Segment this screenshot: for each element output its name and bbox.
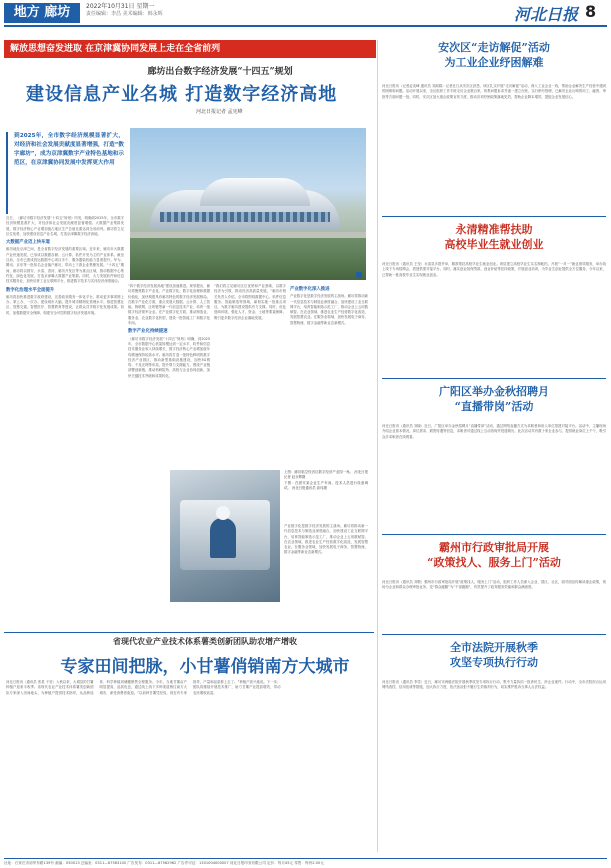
right-body-3: 河北日报讯（通讯员 刘晓）近日，广阳区举办金秋招聘月“直播带岗”活动，通过网络直播方式为求职者和用人单位搭建对接平台。活动中，主播现场介绍企业基本情况、岗位需求、薪资待遇等信息，求职者可通过线上互动咨询并投递简历。此次活动共有数十家企业参与，提供就业岗位上千个，吸引众多求职者在线观看。 (382, 424, 606, 439)
main-body-7: 廊坊将加快推进数字政府建设，完善政务服务一体化平台，推动更多事项网上办、掌上办、一次办。建设城市大脑，提升城市精细化管理水平。推进智慧社区、智慧交通、智慧医疗、智慧教育等建设，让群众共享数字化发展成果。同时，加强数据安全保障，构建安全可控的数字经济发展环境。 (6, 294, 124, 315)
bottom-kicker: 省现代农业产业技术体系薯类创新团队助农增产增收 (113, 637, 297, 646)
main-column-4 (290, 284, 368, 468)
right-body-2: 河北日报讯（通讯员 王莹）永清县多措并举，精准帮扶高校毕业生就业创业。该县建立高校毕业生实名制帐档，开展“一对一”就业指导服务，举办线上线下专场招聘会，搭建供需对接平台。同时，落实创业担保贷款、创业补贴等扶持政策，开展创业培训，为毕业生创业提供全方位服务。今年以来，已帮助一批高校毕业生实现就业创业。 (382, 262, 606, 277)
bottom-body: 河北日报讯（通讯员 张星 于莹）入秋以来，大城县的甘薯种植户迎来丰收季。省现代农业产业技术体系薯类创新团队专家深入田间地头，为种植户提供技术指导，从品种选育、科学种植到储藏销售全程服务。今年，当地甘薯亩产明显提高，品质优良，通过线上线下多种渠道销往南方大城市，深受消费者欢迎。“以前种甘薯凭经验，现在有专家指导，产量和品质都上去了。”种植户高兴地说。下一步，团队将继续开展技术推广，助力甘薯产业提质增效，带动农民增收致富。 (6, 680, 281, 695)
industrial-park-photo (130, 128, 366, 280)
main-body-1: 近日，《廊坊市数字经济发展“十四五”规划》印发，明确到2025年，全市数字经济规模显著扩大，对经济和社会发展贡献度显著增强。大数据产业集群发展，数字经济核心产业增加值占地区生产总值比重达到全省前列。廊坊将立足区位优势，加快建设信息产业名城，打造京津冀数字经济高地。 (6, 216, 124, 236)
worker-head-shape (216, 506, 230, 520)
right-body-1: 河北日报讯（记者孟宪峰 通讯员 刘淑娟）记者近日从安次区获悉，该区扎实开展“走访解促”活动，深入工业企业一线，帮助企业解决生产经营中遇到的困难和问题。活动开展以来，全区组织工作专班走访企业数百家，收集问题诉求并逐一建立台账，实行销号管理，已解决企业反映的用工、融资、审批等方面问题一批。同时，安次区加大惠企政策宣传力度，推动各项纾困政策落地见效，帮助企业降本增效，提振企业发展信心。 (382, 84, 606, 99)
campaign-banner: 解放思想奋发进取 在京津冀协同发展上走在全省前列 (4, 40, 376, 58)
main-column-1 (6, 216, 124, 628)
photo-caption: 上图：廊坊临空经济区数字经济产业园一角。 河北日报记者 赵永辉摄 下图：在固安某企业生产车间，技术人员进行设备调试。 河北日报通讯员 高玮摄 (284, 470, 368, 490)
main-body-5: “我们将立足廊坊区位优势和产业基础，以数字经济为引领，推动经济高质量发展。”廊坊市相关负责人介绍，全市将围绕数据中心、软件信息服务、智能制造等领域，谋划实施一批重点项目，为数字廊坊建设提供有力支撑。同时，优化营商环境，强化人才、资金、土地等要素保障，吸引更多数字经济企业落地发展。 (214, 284, 286, 320)
newspaper-logo: 河北日报 (514, 5, 579, 24)
right-headline-1: 安次区“走访解促”活动 为工业企业纾困解难 (438, 41, 550, 69)
right-divider-1 (382, 216, 606, 217)
photo-marker-icon (356, 272, 362, 278)
workshop-photo (170, 470, 280, 602)
building-dome-shape (200, 178, 310, 206)
column-divider (377, 40, 378, 852)
page-number: 8 (585, 2, 597, 21)
main-subhead-3: 产业数字化深入推进 (290, 287, 330, 292)
right-headline-2: 永清精准帮扶助 高校毕业生就业创业 (444, 223, 544, 251)
lead-text: 到2025年，全市数字经济规模显著扩大，对经济和社会发展贡献度显著增强，打造“数字廊坊”，成为京津冀数字产业特色基地和示范区，在京津冀协同发展中发挥更大作用 (14, 133, 124, 166)
main-column-3 (214, 284, 286, 468)
masthead-rule (4, 25, 607, 27)
main-subhead-2: 数字产业化持续提速 (128, 329, 168, 335)
right-divider-4 (382, 634, 606, 635)
right-headline-5: 全市法院开展秋季 攻坚专项执行行动 (450, 641, 538, 669)
right-headline-3: 广阳区举办金秋招聘月 “直播带岗”活动 (439, 385, 549, 413)
right-body-4: 河北日报讯（通讯员 刘敬）霸州市行政审批局开展“政策找人、服务上门”活动，组织工作人员深入企业、园区、社区，面对面宣传解读惠企政策，现场为企业和群众办理审批业务，变“群众跑腿”为“干部跑腿”，有效提升了政务服务效能和群众满意度。 (382, 580, 606, 590)
building-glass-shape (160, 212, 330, 222)
main-headline: 建设信息产业名城 打造数字经济高地 (26, 84, 338, 105)
main-body-6b: 产业数字化是数字经济发展的主战场。廊坊将推动新一代信息技术与制造业深度融合，加快建设工业互联网平台，培育智能制造示范工厂，推动企业上云用数赋智。在农业领域，推进农业生产经营数字化改造，发展智慧农业。在服务业领域，加快发展电子商务、智慧物流、数字金融等新业态新模式。 (284, 524, 368, 555)
right-divider-2 (382, 378, 606, 379)
main-byline: 河北日报记者 孟宪峰 (196, 109, 243, 115)
main-subhead-4: 数字化治理水平全面提升 (6, 287, 55, 293)
section-title: 地方 廊坊 (4, 3, 80, 23)
bottom-divider (4, 632, 374, 633)
greenery-shape (130, 238, 366, 280)
main-body-2: 廊坊地处京津之间，是全省数字经济发展的重要区域。近年来，廊坊市大数据产业快速发展，已形成以数据存储、云计算、软件开发为主的产业体系。截至目前，全市已建成投运数据中心项目多个，服务器装机能力显著提升。华为、腾讯、京东等一批知名企业落户廊坊，带动上下游企业集聚发展。“十四五”期间，廊坊将以固安、永清、香河、廊坊开发区等为重点区域，推动数据中心集约化、绿色化发展，打造京津冀大数据产业集群。同时，大力发展软件和信息技术服务业，加快培育工业互联网平台，推进数字技术与实体经济深度融合。 (6, 247, 124, 284)
worker-shape (210, 518, 236, 558)
right-divider-3 (382, 534, 606, 535)
page-footer: 社址：石家庄市裕华东路139号 邮编：050013 总编室：0311—67563100 广告发布：0311—67562962 广告许可证：1301004000007 河北日报印务有限公司 定价：每月45元 零售：每份2.00元 (4, 858, 607, 866)
main-body-3: “四个数字经济发展高地”建设加速推进。规划提出，廊坊将聚焦数字产业化、产业数字化、数字化治理和数据价值化，加快构建具有廊坊特色的数字经济发展格局。在数字产业化方面，重点发展大数据、云计算、人工智能、物联网、区块链等新一代信息技术产业，培育一批数字经济领军企业。在产业数字化方面，推动制造业、服务业、农业数字化转型，建设一批智能工厂和数字化车间。 (128, 284, 210, 326)
masthead (0, 0, 611, 36)
right-headline-4: 霸州市行政审批局开展 “政策找人、服务上门”活动 (427, 541, 561, 569)
issue-date: 2022年10月31日 星期一 (86, 3, 155, 10)
editor-credit: 责任编辑：李昌 美术编辑：韩永辉 (86, 11, 163, 17)
main-body-6: 产业数字化是数字经济发展的主战场。廊坊将推动新一代信息技术与制造业深度融合，加快建设工业互联网平台，培育智能制造示范工厂，推动企业上云用数赋智。在农业领域，推进农业生产经营数字化改造，发展智慧农业。在服务业领域，加快发展电子商务、智慧物流、数字金融等新业态新模式。 (290, 294, 368, 325)
bottom-headline: 专家田间把脉，小甘薯俏销南方大城市 (60, 657, 350, 677)
right-body-5: 河北日报讯（通讯员 李雪）近日，廊坊市两级法院开展秋季攻坚专项执行行动，集中力量执结一批涉民生、涉企业案件。行动中，全市法院综合运用网络查控、信用惩戒等措施，加大执行力度，依法惩治拒不履行生效裁判行为，切实维护胜诉当事人合法权益。 (382, 680, 606, 690)
main-kicker: 廊坊出台数字经济发展“十四五”规划 (147, 67, 293, 77)
main-body-4: 《廊坊市数字经济发展“十四五”规划》明确，到2025年，全市数据中心机架规模达到一定水平，软件和信息技术服务业收入持续增长，数字经济核心产业增加值年均增速保持较高水平。廊坊将打造一批特色鲜明的数字经济产业园区，推动新型基础设施建设，加快5G网络、千兆光网等布局，提升算力支撑能力。围绕产业链部署创新链，推动科研院所、高校与企业协同创新，加快关键技术突破和成果转化。 (128, 336, 210, 378)
main-subhead-1: 大数据产业迈上快车道 (6, 240, 50, 246)
lead-summary (6, 132, 124, 214)
main-column-5 (284, 524, 368, 628)
